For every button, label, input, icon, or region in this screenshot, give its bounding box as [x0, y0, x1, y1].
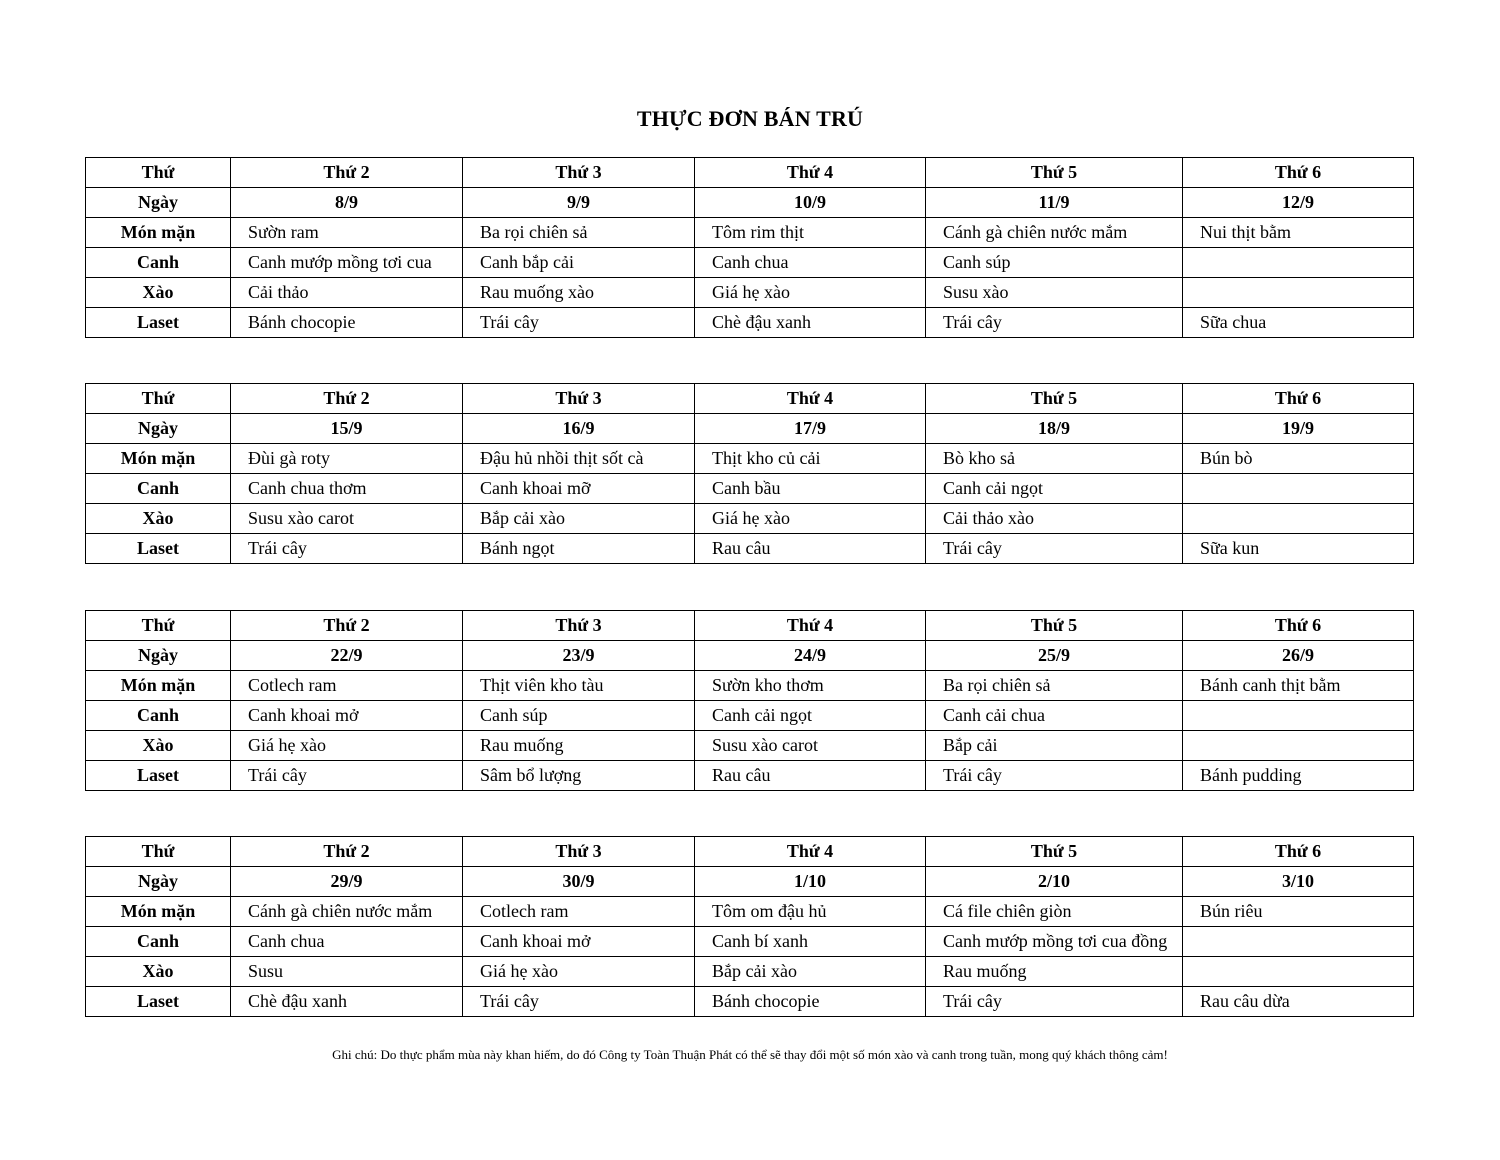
row-label: Xào	[86, 504, 231, 534]
main-dish-cell: Cánh gà chiên nước mắm	[231, 897, 463, 927]
day-header: Thứ 6	[1183, 837, 1414, 867]
main-dish-cell: Tôm om đậu hủ	[695, 897, 926, 927]
row-label: Laset	[86, 987, 231, 1017]
main-dish-cell: Sườn ram	[231, 218, 463, 248]
table-row	[86, 927, 1414, 957]
soup-cell: Canh cải ngọt	[695, 701, 926, 731]
soup-cell: Canh bắp cải	[463, 248, 695, 278]
table-row	[86, 957, 1414, 987]
soup-cell: Canh bầu	[695, 474, 926, 504]
table-row	[86, 837, 1414, 867]
page-title: THỰC ĐƠN BÁN TRÚ	[636, 106, 864, 131]
main-dish-cell: Ba rọi chiên sả	[926, 671, 1183, 701]
footnote: Ghi chú: Do thực phẩm mùa này khan hiếm, do đó Công ty Toàn Thuận Phát có thể sẽ thay đổi một số món xào và canh trong tuần, mong quý khách thông cảm!	[332, 1047, 1168, 1062]
row-label: Món mặn	[86, 897, 231, 927]
stir-fry-cell: Giá hẹ xào	[695, 504, 926, 534]
row-label: Món mặn	[86, 218, 231, 248]
date-cell: 17/9	[695, 414, 926, 444]
stir-fry-cell	[1183, 278, 1414, 308]
main-dish-cell: Thịt viên kho tàu	[463, 671, 695, 701]
soup-cell: Canh chua	[231, 927, 463, 957]
table-row	[86, 158, 1414, 188]
soup-cell: Canh mướp mồng tơi cua	[231, 248, 463, 278]
day-header: Thứ 3	[463, 837, 695, 867]
date-cell: 26/9	[1183, 641, 1414, 671]
day-header: Thứ 4	[695, 158, 926, 188]
dessert-cell: Trái cây	[463, 308, 695, 338]
row-label: Canh	[86, 248, 231, 278]
row-label: Thứ	[86, 158, 231, 188]
row-label: Ngày	[86, 867, 231, 897]
dessert-cell: Chè đậu xanh	[231, 987, 463, 1017]
day-header: Thứ 4	[695, 611, 926, 641]
soup-cell	[1183, 474, 1414, 504]
date-cell: 9/9	[463, 188, 695, 218]
date-cell: 3/10	[1183, 867, 1414, 897]
week-menu-table-1	[85, 157, 1414, 338]
dessert-cell: Bánh pudding	[1183, 761, 1414, 791]
table-row	[86, 987, 1414, 1017]
dessert-cell: Rau câu	[695, 534, 926, 564]
day-header: Thứ 2	[231, 837, 463, 867]
day-header: Thứ 3	[463, 158, 695, 188]
table-row	[86, 188, 1414, 218]
stir-fry-cell: Giá hẹ xào	[463, 957, 695, 987]
date-cell: 1/10	[695, 867, 926, 897]
dessert-cell: Trái cây	[463, 987, 695, 1017]
stir-fry-cell: Susu xào carot	[695, 731, 926, 761]
soup-cell: Canh mướp mồng tơi cua đồng	[926, 927, 1183, 957]
date-cell: 24/9	[695, 641, 926, 671]
date-cell: 12/9	[1183, 188, 1414, 218]
row-label: Canh	[86, 701, 231, 731]
stir-fry-cell: Susu xào	[926, 278, 1183, 308]
table-row	[86, 611, 1414, 641]
date-cell: 10/9	[695, 188, 926, 218]
stir-fry-cell	[1183, 731, 1414, 761]
dessert-cell: Trái cây	[926, 761, 1183, 791]
main-dish-cell: Bún bò	[1183, 444, 1414, 474]
soup-cell: Canh cải ngọt	[926, 474, 1183, 504]
main-dish-cell: Cánh gà chiên nước mắm	[926, 218, 1183, 248]
dessert-cell: Bánh ngọt	[463, 534, 695, 564]
row-label: Món mặn	[86, 671, 231, 701]
stir-fry-cell: Bắp cải xào	[695, 957, 926, 987]
date-cell: 23/9	[463, 641, 695, 671]
date-cell: 16/9	[463, 414, 695, 444]
main-dish-cell: Cotlech ram	[463, 897, 695, 927]
dessert-cell: Trái cây	[231, 534, 463, 564]
stir-fry-cell	[1183, 504, 1414, 534]
stir-fry-cell: Susu	[231, 957, 463, 987]
day-header: Thứ 2	[231, 158, 463, 188]
table-row	[86, 731, 1414, 761]
row-label: Món mặn	[86, 444, 231, 474]
date-cell: 2/10	[926, 867, 1183, 897]
table-row	[86, 761, 1414, 791]
day-header: Thứ 5	[926, 384, 1183, 414]
row-label: Ngày	[86, 414, 231, 444]
row-label: Xào	[86, 278, 231, 308]
row-label: Canh	[86, 474, 231, 504]
day-header: Thứ 6	[1183, 158, 1414, 188]
row-label: Laset	[86, 534, 231, 564]
day-header: Thứ 2	[231, 384, 463, 414]
dessert-cell: Bánh chocopie	[695, 987, 926, 1017]
dessert-cell: Rau câu	[695, 761, 926, 791]
table-row	[86, 897, 1414, 927]
table-row	[86, 867, 1414, 897]
soup-cell: Canh súp	[463, 701, 695, 731]
day-header: Thứ 3	[463, 611, 695, 641]
soup-cell: Canh chua	[695, 248, 926, 278]
main-dish-cell: Bánh canh thịt bằm	[1183, 671, 1414, 701]
stir-fry-cell: Rau muống	[926, 957, 1183, 987]
main-dish-cell: Sườn kho thơm	[695, 671, 926, 701]
week-menu-table-4	[85, 836, 1414, 1017]
stir-fry-cell: Bắp cải	[926, 731, 1183, 761]
day-header: Thứ 6	[1183, 384, 1414, 414]
date-cell: 19/9	[1183, 414, 1414, 444]
dessert-cell: Trái cây	[231, 761, 463, 791]
table-row	[86, 504, 1414, 534]
row-label: Xào	[86, 731, 231, 761]
date-cell: 18/9	[926, 414, 1183, 444]
soup-cell	[1183, 701, 1414, 731]
table-row	[86, 701, 1414, 731]
dessert-cell: Trái cây	[926, 308, 1183, 338]
soup-cell: Canh cải chua	[926, 701, 1183, 731]
dessert-cell: Sữa kun	[1183, 534, 1414, 564]
day-header: Thứ 5	[926, 837, 1183, 867]
row-label: Thứ	[86, 384, 231, 414]
table-row	[86, 444, 1414, 474]
main-dish-cell: Thịt kho củ cải	[695, 444, 926, 474]
table-row	[86, 474, 1414, 504]
week-menu-table-2	[85, 383, 1414, 564]
dessert-cell: Sâm bổ lượng	[463, 761, 695, 791]
day-header: Thứ 5	[926, 611, 1183, 641]
main-dish-cell: Đùi gà roty	[231, 444, 463, 474]
day-header: Thứ 2	[231, 611, 463, 641]
row-label: Thứ	[86, 837, 231, 867]
row-label: Thứ	[86, 611, 231, 641]
stir-fry-cell: Cải thảo	[231, 278, 463, 308]
stir-fry-cell: Rau muống xào	[463, 278, 695, 308]
dessert-cell: Rau câu dừa	[1183, 987, 1414, 1017]
table-row	[86, 308, 1414, 338]
date-cell: 11/9	[926, 188, 1183, 218]
row-label: Ngày	[86, 641, 231, 671]
stir-fry-cell: Giá hẹ xào	[231, 731, 463, 761]
stir-fry-cell: Bắp cải xào	[463, 504, 695, 534]
soup-cell: Canh khoai mở	[463, 927, 695, 957]
date-cell: 30/9	[463, 867, 695, 897]
date-cell: 15/9	[231, 414, 463, 444]
date-cell: 22/9	[231, 641, 463, 671]
table-row	[86, 671, 1414, 701]
dessert-cell: Sữa chua	[1183, 308, 1414, 338]
soup-cell: Canh khoai mỡ	[463, 474, 695, 504]
soup-cell: Canh bí xanh	[695, 927, 926, 957]
row-label: Laset	[86, 761, 231, 791]
day-header: Thứ 6	[1183, 611, 1414, 641]
main-dish-cell: Ba rọi chiên sả	[463, 218, 695, 248]
dessert-cell: Chè đậu xanh	[695, 308, 926, 338]
week-menu-table-3	[85, 610, 1414, 791]
row-label: Xào	[86, 957, 231, 987]
stir-fry-cell: Susu xào carot	[231, 504, 463, 534]
dessert-cell: Bánh chocopie	[231, 308, 463, 338]
table-row	[86, 414, 1414, 444]
table-row	[86, 384, 1414, 414]
main-dish-cell: Nui thịt bằm	[1183, 218, 1414, 248]
main-dish-cell: Tôm rim thịt	[695, 218, 926, 248]
stir-fry-cell	[1183, 957, 1414, 987]
day-header: Thứ 4	[695, 837, 926, 867]
day-header: Thứ 4	[695, 384, 926, 414]
main-dish-cell: Cá file chiên giòn	[926, 897, 1183, 927]
date-cell: 25/9	[926, 641, 1183, 671]
day-header: Thứ 5	[926, 158, 1183, 188]
table-row	[86, 641, 1414, 671]
soup-cell: Canh súp	[926, 248, 1183, 278]
soup-cell	[1183, 248, 1414, 278]
row-label: Canh	[86, 927, 231, 957]
soup-cell: Canh chua thơm	[231, 474, 463, 504]
table-row	[86, 278, 1414, 308]
table-row	[86, 218, 1414, 248]
stir-fry-cell: Rau muống	[463, 731, 695, 761]
stir-fry-cell: Cải thảo xào	[926, 504, 1183, 534]
main-dish-cell: Bò kho sả	[926, 444, 1183, 474]
soup-cell: Canh khoai mở	[231, 701, 463, 731]
dessert-cell: Trái cây	[926, 534, 1183, 564]
main-dish-cell: Đậu hủ nhồi thịt sốt cà	[463, 444, 695, 474]
date-cell: 8/9	[231, 188, 463, 218]
stir-fry-cell: Giá hẹ xào	[695, 278, 926, 308]
date-cell: 29/9	[231, 867, 463, 897]
table-row	[86, 534, 1414, 564]
row-label: Laset	[86, 308, 231, 338]
main-dish-cell: Cotlech ram	[231, 671, 463, 701]
soup-cell	[1183, 927, 1414, 957]
main-dish-cell: Bún riêu	[1183, 897, 1414, 927]
dessert-cell: Trái cây	[926, 987, 1183, 1017]
day-header: Thứ 3	[463, 384, 695, 414]
row-label: Ngày	[86, 188, 231, 218]
table-row	[86, 248, 1414, 278]
